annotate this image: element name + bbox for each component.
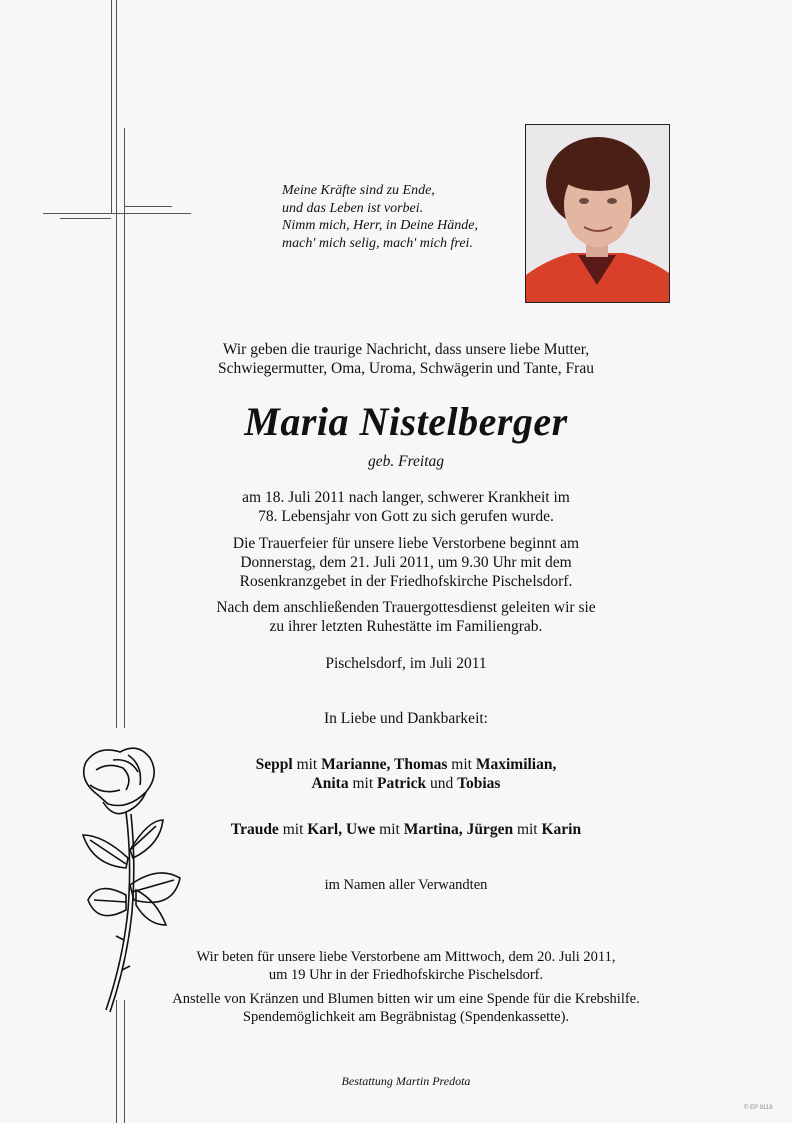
family-member: Thomas [390,756,448,773]
family-member: Marianne, [321,756,391,773]
connector: mit [447,756,476,773]
gratitude-line: In Liebe und Dankbarkeit: [324,710,488,727]
funeral-line: Die Trauerfeier für unsere liebe Verstorbene beginnt am [232,535,580,552]
poem-line: Nimm mich, Herr, in Deine Hände, [282,218,478,233]
intro-line: Schwiegermutter, Oma, Uroma, Schwägerin und Tante, Frau [218,360,594,377]
connector: und [426,775,458,792]
donation-line: Spendemöglichkeit am Begräbnistag (Spendenkassette). [242,1009,570,1025]
death-notice [140,488,672,526]
connector: mit [292,756,322,773]
prayer-line: Wir beten für unsere liebe Verstorbene am Mittwoch, dem 20. Juli 2011, [196,949,616,965]
death-line: am 18. Juli 2011 nach langer, schwerer Krankheit im [242,489,570,506]
burial-notice [140,598,672,636]
funeral-notice [140,534,672,591]
donation-notice [140,990,672,1026]
family-member: Uwe [342,821,376,838]
family-group-2 [140,820,672,839]
intro-text [140,340,672,378]
birth-name: geb. Freitag [367,453,445,470]
deceased-name: Maria Nistelberger [244,399,568,444]
rose-icon [68,740,193,1015]
document-code: © EP 9118 [744,1105,773,1111]
intro-line: Wir geben die traurige Nachricht, dass unsere liebe Mutter, [222,341,590,358]
family-member: Tobias [457,775,501,792]
poem-line: Meine Kräfte sind zu Ende, [282,183,435,198]
connector: mit [348,775,377,792]
funeral-line: Rosenkranzgebet in der Friedhofskirche Pischelsdorf. [239,573,573,590]
family-member: Seppl [255,756,293,773]
family-member: Jürgen [462,821,514,838]
burial-line: Nach dem anschließenden Trauergottesdienst geleiten wir sie [216,599,596,616]
family-member: Traude [230,821,279,838]
connector: mit [375,821,404,838]
poem-line: und das Leben ist vorbei. [282,200,424,216]
relatives-line: im Namen aller Verwandten [324,877,488,893]
connector: mit [513,821,542,838]
donation-line: Anstelle von Kränzen und Blumen bitten wir um eine Spende für die Krebshilfe. [172,991,640,1007]
place-date: Pischelsdorf, im Juli 2011 [325,655,487,672]
prayer-line: um 19 Uhr in der Friedhofskirche Pischelsdorf. [268,967,544,983]
prayer-notice [140,948,672,984]
poem-line: mach' mich selig, mach' mich frei. [282,235,473,251]
family-member: Karl, [307,821,343,838]
connector: mit [278,821,308,838]
undertaker: Bestattung Martin Predota [341,1074,471,1088]
family-group-1 [140,755,672,793]
family-member: Maximilian, [475,756,557,773]
portrait-photo [525,124,670,303]
family-member: Patrick [377,775,427,792]
family-member: Martina, [403,821,463,838]
family-member: Anita [311,775,349,792]
death-line: 78. Lebensjahr von Gott zu sich gerufen wurde. [258,508,554,525]
burial-line: zu ihrer letzten Ruhestätte im Familiengrab. [269,618,543,635]
funeral-line: Donnerstag, dem 21. Juli 2011, um 9.30 Uhr mit dem [240,554,572,571]
poem [282,182,522,252]
family-member: Karin [541,821,582,838]
